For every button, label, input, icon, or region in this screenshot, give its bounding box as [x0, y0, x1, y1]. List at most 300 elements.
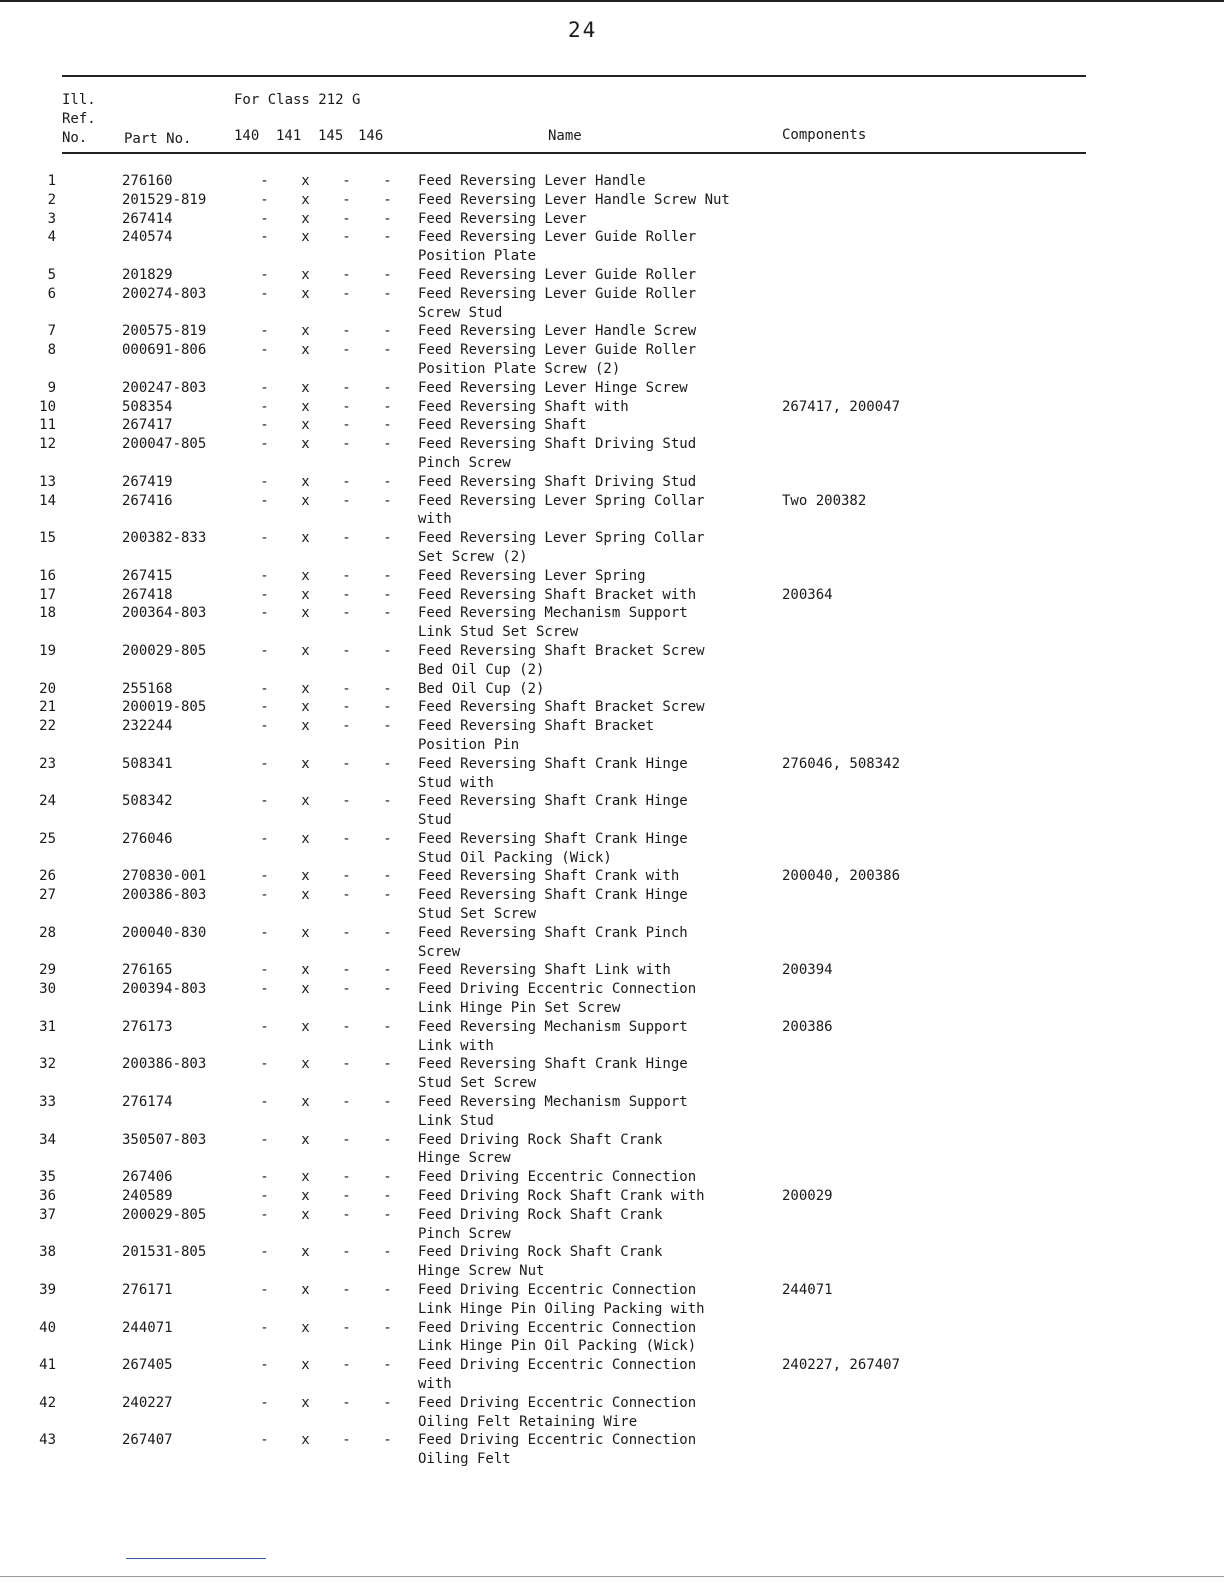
- class-145-mark: -: [342, 191, 351, 208]
- part-name: Feed Reversing Lever Guide Roller Position Plate: [418, 229, 697, 265]
- class-145-mark: -: [342, 1131, 351, 1148]
- header-class-141: 141: [276, 128, 302, 144]
- part-name: Feed Reversing Mechanism Support Link Stud Set Screw: [418, 605, 688, 641]
- components: 276046, 508342: [782, 755, 901, 772]
- class-146-mark: -: [383, 718, 392, 735]
- part-name: Feed Reversing Shaft Crank Hinge Stud: [418, 793, 688, 829]
- class-141-mark: x: [301, 962, 310, 979]
- class-141-mark: x: [301, 793, 310, 810]
- table-row: [0, 1187, 1224, 1206]
- part-name: Feed Driving Eccentric Connection: [418, 1169, 697, 1186]
- part-name: Feed Reversing Shaft Crank Hinge Stud Set Screw: [418, 1056, 688, 1092]
- class-140-mark: -: [260, 1169, 269, 1186]
- class-145-mark: -: [342, 699, 351, 716]
- ref-no: 3: [47, 210, 56, 227]
- part-no: 200040-830: [122, 924, 207, 941]
- class-145-mark: -: [342, 229, 351, 246]
- class-141-mark: x: [301, 1018, 310, 1035]
- class-146-mark: -: [383, 699, 392, 716]
- class-140-mark: -: [260, 1244, 269, 1261]
- class-146-mark: -: [383, 830, 392, 847]
- ref-no: 41: [39, 1357, 56, 1374]
- ref-no: 30: [39, 981, 56, 998]
- table-row: [0, 416, 1224, 435]
- class-145-mark: -: [342, 567, 351, 584]
- part-name: Feed Driving Eccentric Connection Link Hinge Pin Oiling Packing with: [418, 1282, 705, 1317]
- class-141-mark: x: [301, 379, 310, 396]
- class-140-mark: -: [260, 680, 269, 697]
- class-140-mark: -: [260, 755, 269, 772]
- ref-no: 37: [39, 1206, 56, 1223]
- table-row: [0, 285, 1224, 323]
- class-141-mark: x: [301, 492, 310, 509]
- part-name: Feed Reversing Lever Guide Roller: [418, 266, 697, 283]
- part-name: Feed Reversing Shaft Driving Stud Pinch Screw: [418, 436, 697, 471]
- table-row: [0, 867, 1224, 886]
- ref-no: 4: [47, 229, 56, 246]
- class-141-mark: x: [301, 210, 310, 227]
- class-146-mark: -: [383, 492, 392, 509]
- part-name: Feed Driving Eccentric Connection Oiling Felt Retaining Wire: [418, 1394, 697, 1430]
- components: 244071: [782, 1282, 833, 1299]
- part-name: Feed Reversing Lever Handle: [418, 173, 646, 189]
- class-145-mark: -: [342, 962, 351, 979]
- ref-no: 2: [47, 191, 56, 208]
- class-145-mark: -: [342, 642, 351, 659]
- class-146-mark: -: [383, 1432, 392, 1449]
- table-row: [0, 604, 1224, 642]
- ref-no: 39: [39, 1282, 56, 1299]
- ref-no: 16: [39, 567, 56, 584]
- table-row: [0, 586, 1224, 605]
- class-145-mark: -: [342, 379, 351, 396]
- ref-no: 14: [39, 492, 56, 509]
- part-no: 508342: [122, 793, 173, 810]
- part-name: Feed Reversing Lever Handle Screw: [418, 323, 697, 340]
- part-name: Feed Reversing Lever Spring Collar Set Screw (2): [418, 530, 705, 565]
- table-row: [0, 435, 1224, 473]
- class-140-mark: -: [260, 605, 269, 622]
- table-row: [0, 755, 1224, 793]
- class-141-mark: x: [301, 1169, 310, 1186]
- class-146-mark: -: [383, 1056, 392, 1073]
- part-no: 200394-803: [122, 981, 207, 998]
- table-row: [0, 792, 1224, 830]
- ref-no: 32: [39, 1056, 56, 1073]
- part-name: Bed Oil Cup (2): [418, 680, 545, 697]
- ref-no: 8: [47, 342, 56, 359]
- class-140-mark: -: [260, 398, 269, 415]
- class-145-mark: -: [342, 830, 351, 847]
- part-name: Feed Reversing Shaft Crank Hinge Stud Oil Packing (Wick): [418, 830, 688, 866]
- part-no: 508354: [122, 398, 173, 415]
- class-140-mark: -: [260, 417, 269, 434]
- class-141-mark: x: [301, 173, 310, 189]
- class-140-mark: -: [260, 1056, 269, 1073]
- class-140-mark: -: [260, 1018, 269, 1035]
- class-146-mark: -: [383, 530, 392, 547]
- part-name: Feed Reversing Shaft Bracket Position Pin: [418, 718, 655, 753]
- class-140-mark: -: [260, 1394, 269, 1411]
- part-no: 350507-803: [122, 1131, 207, 1148]
- part-no: 200575-819: [122, 323, 207, 340]
- class-140-mark: -: [260, 436, 269, 453]
- class-145-mark: -: [342, 473, 351, 490]
- class-140-mark: -: [260, 586, 269, 603]
- table-row: [0, 341, 1224, 379]
- table-row: [0, 1281, 1224, 1319]
- part-name: Feed Driving Rock Shaft Crank with: [418, 1188, 705, 1205]
- part-no: 244071: [122, 1319, 173, 1336]
- table-row: [0, 1243, 1224, 1281]
- class-146-mark: -: [383, 924, 392, 941]
- part-no: 200364-803: [122, 605, 207, 622]
- class-141-mark: x: [301, 1094, 310, 1111]
- class-145-mark: -: [342, 1094, 351, 1111]
- class-145-mark: -: [342, 887, 351, 904]
- part-no: 267414: [122, 210, 173, 227]
- table-row: [0, 717, 1224, 755]
- class-140-mark: -: [260, 567, 269, 584]
- ref-no: 36: [39, 1188, 56, 1205]
- ref-no: 12: [39, 436, 56, 453]
- part-name: Feed Reversing Shaft Crank with: [418, 868, 680, 885]
- class-141-mark: x: [301, 1432, 310, 1449]
- class-140-mark: -: [260, 1131, 269, 1148]
- class-140-mark: -: [260, 323, 269, 340]
- class-141-mark: x: [301, 699, 310, 716]
- components: Two 200382: [782, 492, 867, 509]
- class-141-mark: x: [301, 680, 310, 697]
- class-141-mark: x: [301, 530, 310, 547]
- class-145-mark: -: [342, 680, 351, 697]
- class-141-mark: x: [301, 1319, 310, 1336]
- class-141-mark: x: [301, 868, 310, 885]
- ref-no: 31: [39, 1018, 56, 1035]
- part-no: 240227: [122, 1394, 173, 1411]
- class-140-mark: -: [260, 492, 269, 509]
- class-141-mark: x: [301, 417, 310, 434]
- table-row: [0, 961, 1224, 980]
- class-141-mark: x: [301, 718, 310, 735]
- table-row: [0, 924, 1224, 962]
- part-no: 200274-803: [122, 285, 207, 302]
- table-row: [0, 1319, 1224, 1357]
- part-name: Feed Reversing Shaft Bracket Screw Bed Oil Cup (2): [418, 642, 705, 678]
- class-141-mark: x: [301, 1131, 310, 1148]
- part-name: Feed Reversing Shaft Driving Stud: [418, 473, 697, 490]
- class-145-mark: -: [342, 1432, 351, 1449]
- class-141-mark: x: [301, 830, 310, 847]
- table-row: [0, 830, 1224, 868]
- class-145-mark: -: [342, 1018, 351, 1035]
- top-edge-rule: [0, 0, 1224, 2]
- class-145-mark: -: [342, 586, 351, 603]
- ref-no: 23: [39, 755, 56, 772]
- table-row: [0, 379, 1224, 398]
- class-146-mark: -: [383, 1094, 392, 1111]
- class-141-mark: x: [301, 1282, 310, 1299]
- part-no: 200382-833: [122, 530, 207, 547]
- ref-no: 25: [39, 830, 56, 847]
- part-name: Feed Reversing Lever Spring: [418, 567, 646, 584]
- part-name: Feed Reversing Lever Handle Screw Nut: [418, 191, 730, 208]
- class-140-mark: -: [260, 229, 269, 246]
- class-145-mark: -: [342, 342, 351, 359]
- ref-no: 43: [39, 1432, 56, 1449]
- class-146-mark: -: [383, 323, 392, 340]
- part-name: Feed Reversing Shaft: [418, 417, 587, 434]
- part-name: Feed Reversing Lever Guide Roller Position Plate Screw (2): [418, 342, 697, 377]
- class-146-mark: -: [383, 586, 392, 603]
- table-row: [0, 642, 1224, 680]
- ref-no: 38: [39, 1244, 56, 1261]
- components: 200029: [782, 1188, 833, 1205]
- part-name: Feed Driving Eccentric Connection Link Hinge Pin Set Screw: [418, 981, 697, 1017]
- class-140-mark: -: [260, 924, 269, 941]
- class-141-mark: x: [301, 924, 310, 941]
- header-name: Name: [548, 128, 582, 144]
- table-row: [0, 1206, 1224, 1244]
- class-141-mark: x: [301, 285, 310, 302]
- part-name: Feed Reversing Lever Hinge Screw: [418, 379, 688, 396]
- class-145-mark: -: [342, 173, 351, 189]
- class-145-mark: -: [342, 285, 351, 302]
- part-no: 200386-803: [122, 1056, 207, 1073]
- header-components: Components: [782, 127, 867, 143]
- part-name: Feed Driving Rock Shaft Crank Pinch Screw: [418, 1206, 663, 1242]
- class-141-mark: x: [301, 1244, 310, 1261]
- class-140-mark: -: [260, 699, 269, 716]
- class-145-mark: -: [342, 530, 351, 547]
- part-name: Feed Reversing Lever Spring Collar with: [418, 492, 705, 528]
- part-no: 267405: [122, 1357, 173, 1374]
- table-row: [0, 567, 1224, 586]
- class-145-mark: -: [342, 1056, 351, 1073]
- class-140-mark: -: [260, 887, 269, 904]
- table-row: [0, 191, 1224, 210]
- ref-no: 5: [47, 266, 56, 283]
- class-145-mark: -: [342, 1319, 351, 1336]
- class-146-mark: -: [383, 398, 392, 415]
- class-146-mark: -: [383, 417, 392, 434]
- class-140-mark: -: [260, 210, 269, 227]
- table-row: [0, 1131, 1224, 1169]
- class-146-mark: -: [383, 1244, 392, 1261]
- class-146-mark: -: [383, 962, 392, 979]
- class-146-mark: -: [383, 210, 392, 227]
- header-class-145: 145: [318, 128, 344, 144]
- part-name: Feed Reversing Shaft Crank Hinge Stud Set Screw: [418, 887, 688, 923]
- class-140-mark: -: [260, 793, 269, 810]
- class-140-mark: -: [260, 718, 269, 735]
- part-no: 276174: [122, 1094, 173, 1111]
- class-145-mark: -: [342, 755, 351, 772]
- table-row: [0, 1168, 1224, 1187]
- table-row: [0, 1356, 1224, 1394]
- class-141-mark: x: [301, 473, 310, 490]
- ref-no: 13: [39, 473, 56, 490]
- class-145-mark: -: [342, 924, 351, 941]
- ref-no: 24: [39, 793, 56, 810]
- class-140-mark: -: [260, 868, 269, 885]
- part-no: 240589: [122, 1188, 173, 1205]
- footer-link-line: [126, 1558, 266, 1559]
- class-146-mark: -: [383, 567, 392, 584]
- part-name: Feed Reversing Shaft Bracket Screw: [418, 699, 705, 716]
- class-146-mark: -: [383, 887, 392, 904]
- table-row: [0, 980, 1224, 1018]
- class-140-mark: -: [260, 342, 269, 359]
- part-no: 267419: [122, 473, 173, 490]
- part-no: 240574: [122, 229, 173, 246]
- ref-no: 29: [39, 962, 56, 979]
- class-146-mark: -: [383, 1131, 392, 1148]
- ref-no: 7: [47, 323, 56, 340]
- table-row: [0, 492, 1224, 530]
- part-name: Feed Driving Eccentric Connection with: [418, 1357, 697, 1392]
- table-row: [0, 1055, 1224, 1093]
- part-name: Feed Driving Rock Shaft Crank Hinge Screw Nut: [418, 1244, 663, 1280]
- ref-no: 20: [39, 680, 56, 697]
- part-no: 508341: [122, 755, 173, 772]
- ref-no: 35: [39, 1169, 56, 1186]
- part-name: Feed Driving Eccentric Connection Link Hinge Pin Oil Packing (Wick): [418, 1319, 697, 1355]
- class-146-mark: -: [383, 379, 392, 396]
- ref-no: 11: [39, 417, 56, 434]
- ref-no: 9: [47, 379, 56, 396]
- part-no: 276171: [122, 1282, 173, 1299]
- class-140-mark: -: [260, 1432, 269, 1449]
- class-145-mark: -: [342, 981, 351, 998]
- class-146-mark: -: [383, 473, 392, 490]
- ref-no: 21: [39, 699, 56, 716]
- class-146-mark: -: [383, 1319, 392, 1336]
- class-141-mark: x: [301, 342, 310, 359]
- class-146-mark: -: [383, 1394, 392, 1411]
- header-ref-line1: Ill.: [62, 92, 96, 108]
- class-146-mark: -: [383, 342, 392, 359]
- class-141-mark: x: [301, 981, 310, 998]
- ref-no: 28: [39, 924, 56, 941]
- class-146-mark: -: [383, 755, 392, 772]
- table-row: [0, 210, 1224, 229]
- class-145-mark: -: [342, 398, 351, 415]
- ref-no: 10: [39, 398, 56, 415]
- components: 200386: [782, 1018, 833, 1035]
- class-140-mark: -: [260, 379, 269, 396]
- class-145-mark: -: [342, 605, 351, 622]
- table-row: [0, 172, 1224, 191]
- header-rule-top: [62, 75, 1086, 77]
- ref-no: 33: [39, 1094, 56, 1111]
- part-no: 276165: [122, 962, 173, 979]
- class-146-mark: -: [383, 793, 392, 810]
- class-140-mark: -: [260, 1282, 269, 1299]
- class-140-mark: -: [260, 530, 269, 547]
- class-141-mark: x: [301, 1206, 310, 1223]
- class-146-mark: -: [383, 1357, 392, 1374]
- table-row: [0, 228, 1224, 266]
- part-no: 270830-001: [122, 868, 207, 885]
- class-145-mark: -: [342, 436, 351, 453]
- ref-no: 27: [39, 887, 56, 904]
- ref-no: 1: [47, 173, 56, 189]
- table-row: [0, 1093, 1224, 1131]
- ref-no: 6: [47, 285, 56, 302]
- table-row: [0, 698, 1224, 717]
- class-140-mark: -: [260, 191, 269, 208]
- class-146-mark: -: [383, 680, 392, 697]
- components: 267417, 200047: [782, 398, 901, 415]
- part-name: Feed Reversing Mechanism Support Link Stud: [418, 1094, 688, 1129]
- part-no: 276046: [122, 830, 173, 847]
- table-row: [0, 1018, 1224, 1056]
- table-row: [0, 398, 1224, 417]
- part-no: 267406: [122, 1169, 173, 1186]
- class-141-mark: x: [301, 1357, 310, 1374]
- class-141-mark: x: [301, 1056, 310, 1073]
- class-146-mark: -: [383, 1206, 392, 1223]
- table-row: [0, 886, 1224, 924]
- class-146-mark: -: [383, 605, 392, 622]
- class-140-mark: -: [260, 1094, 269, 1111]
- class-140-mark: -: [260, 173, 269, 189]
- class-141-mark: x: [301, 436, 310, 453]
- table-row: [0, 473, 1224, 492]
- class-145-mark: -: [342, 1169, 351, 1186]
- part-no: 267418: [122, 586, 173, 603]
- header-ref-line2: Ref.: [62, 111, 96, 127]
- class-141-mark: x: [301, 1394, 310, 1411]
- class-141-mark: x: [301, 887, 310, 904]
- header-rule-bottom: [62, 152, 1086, 154]
- part-name: Feed Reversing Shaft Bracket with: [418, 586, 697, 603]
- class-141-mark: x: [301, 229, 310, 246]
- ref-no: 42: [39, 1394, 56, 1411]
- components: 240227, 267407: [782, 1357, 901, 1374]
- part-no: 200047-805: [122, 436, 207, 453]
- ref-no: 18: [39, 605, 56, 622]
- part-no: 200247-803: [122, 379, 207, 396]
- part-name: Feed Reversing Mechanism Support Link with: [418, 1018, 688, 1054]
- header-ref-line3: No.: [62, 130, 88, 146]
- table-row: [0, 529, 1224, 567]
- part-no: 267416: [122, 492, 173, 509]
- class-146-mark: -: [383, 1018, 392, 1035]
- header-for-class: For Class 212 G: [234, 92, 361, 108]
- part-name: Feed Reversing Shaft Link with: [418, 962, 671, 979]
- class-146-mark: -: [383, 436, 392, 453]
- part-no: 276173: [122, 1018, 173, 1035]
- ref-no: 34: [39, 1131, 56, 1148]
- part-name: Feed Driving Rock Shaft Crank Hinge Screw: [418, 1131, 663, 1167]
- class-141-mark: x: [301, 755, 310, 772]
- class-145-mark: -: [342, 492, 351, 509]
- class-141-mark: x: [301, 266, 310, 283]
- class-146-mark: -: [383, 642, 392, 659]
- table-row: [0, 266, 1224, 285]
- part-no: 201531-805: [122, 1244, 207, 1261]
- header-class-140: 140: [234, 128, 260, 144]
- class-141-mark: x: [301, 323, 310, 340]
- class-145-mark: -: [342, 868, 351, 885]
- class-141-mark: x: [301, 191, 310, 208]
- part-no: 200019-805: [122, 699, 207, 716]
- ref-no: 22: [39, 718, 56, 735]
- class-145-mark: -: [342, 323, 351, 340]
- page-number: 24: [568, 18, 598, 42]
